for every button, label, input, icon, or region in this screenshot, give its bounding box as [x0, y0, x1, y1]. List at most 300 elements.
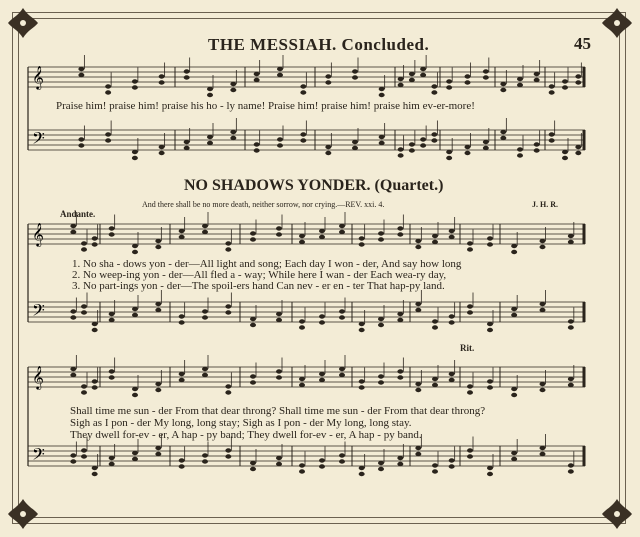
note-head: [105, 132, 111, 136]
note-head: [254, 148, 260, 152]
note-head: [378, 231, 384, 235]
lyric-line: Sigh as I pon - der My long, long stay; Sigh as I pon - der My long, long stay.: [70, 417, 412, 429]
note-head: [415, 308, 421, 312]
note-head: [534, 78, 540, 82]
note-head: [159, 151, 165, 155]
note-head: [179, 458, 185, 462]
note-head: [299, 325, 305, 329]
note-head: [300, 90, 306, 94]
note-head: [449, 464, 455, 468]
note-head: [250, 323, 256, 327]
note-head: [575, 151, 581, 155]
note-head: [352, 75, 358, 79]
note-head: [70, 309, 76, 313]
note-head: [109, 462, 115, 466]
note-head: [250, 380, 256, 384]
note-head: [517, 77, 523, 81]
note-head: [397, 318, 403, 322]
note-head: [339, 309, 345, 313]
note-head: [487, 466, 493, 470]
note-head: [446, 85, 452, 89]
note-head: [230, 130, 236, 134]
note-head: [398, 77, 404, 81]
note-head: [540, 452, 546, 456]
note-head: [379, 87, 385, 91]
note-head: [467, 247, 473, 251]
note-head: [352, 69, 358, 73]
note-head: [78, 143, 84, 147]
note-head: [109, 375, 115, 379]
lyric-line: Praise him! praise him! praise his ho - ly name! Praise him! praise him! praise him ev-er-more!: [56, 100, 475, 112]
note-head: [339, 315, 345, 319]
composer-initials: J. H. R.: [532, 200, 558, 209]
note-head: [155, 308, 161, 312]
note-head: [379, 141, 385, 145]
note-head: [359, 379, 365, 383]
note-head: [184, 69, 190, 73]
note-head: [132, 244, 138, 248]
note-head: [207, 135, 213, 139]
note-head: [81, 384, 87, 388]
note-head: [378, 380, 384, 384]
note-head: [449, 372, 455, 376]
note-head: [179, 378, 185, 382]
note-head: [540, 382, 546, 386]
note-head: [92, 466, 98, 470]
note-head: [70, 459, 76, 463]
note-head: [487, 322, 493, 326]
note-head: [467, 241, 473, 245]
note-head: [225, 454, 231, 458]
note-head: [299, 383, 305, 387]
note-head: [92, 322, 98, 326]
note-head: [105, 90, 111, 94]
note-head: [277, 137, 283, 141]
note-head: [299, 377, 305, 381]
note-head: [379, 135, 385, 139]
note-head: [299, 240, 305, 244]
note-head: [534, 148, 540, 152]
note-head: [431, 90, 437, 94]
note-head: [500, 88, 506, 92]
note-head: [540, 446, 546, 450]
note-head: [207, 87, 213, 91]
note-head: [325, 80, 331, 84]
note-head: [276, 318, 282, 322]
note-head: [511, 457, 517, 461]
note-head: [179, 464, 185, 468]
note-head: [540, 308, 546, 312]
note-head: [397, 312, 403, 316]
note-head: [568, 463, 574, 467]
note-head: [300, 132, 306, 136]
note-head: [549, 84, 555, 88]
note-head: [225, 247, 231, 251]
note-head: [225, 310, 231, 314]
note-head: [562, 85, 568, 89]
note-head: [415, 239, 421, 243]
note-head: [230, 136, 236, 140]
note-head: [132, 85, 138, 89]
note-head: [534, 72, 540, 76]
lyric-line: 1. No sha - dows yon - der—All light and song; Each day I won - der, And say how long: [72, 258, 462, 270]
note-head: [250, 374, 256, 378]
note-head: [549, 132, 555, 136]
note-head: [179, 372, 185, 376]
note-head: [184, 146, 190, 150]
note-head: [562, 156, 568, 160]
note-head: [184, 75, 190, 79]
note-head: [132, 457, 138, 461]
note-head: [254, 72, 260, 76]
note-head: [207, 93, 213, 97]
lyric-line: 3. No part-ings yon - der—The spoil-ers hand Can nev - er en - ter That hap-py land.: [72, 280, 445, 292]
note-head: [415, 446, 421, 450]
note-head: [132, 79, 138, 83]
note-head: [540, 245, 546, 249]
note-head: [540, 239, 546, 243]
note-head: [109, 226, 115, 230]
note-head: [378, 237, 384, 241]
note-head: [500, 136, 506, 140]
note-head: [132, 307, 138, 311]
note-head: [517, 153, 523, 157]
note-head: [276, 232, 282, 236]
note-head: [225, 384, 231, 388]
note-head: [467, 384, 473, 388]
note-head: [467, 448, 473, 452]
note-head: [250, 237, 256, 241]
note-head: [517, 147, 523, 151]
note-head: [397, 456, 403, 460]
note-head: [70, 315, 76, 319]
note-head: [378, 467, 384, 471]
note-head: [568, 325, 574, 329]
note-head: [92, 472, 98, 476]
note-head: [299, 469, 305, 473]
note-head: [409, 148, 415, 152]
note-head: [78, 73, 84, 77]
note-head: [202, 224, 208, 228]
note-head: [415, 302, 421, 306]
note-head: [132, 451, 138, 455]
note-head: [299, 234, 305, 238]
note-head: [81, 241, 87, 245]
note-head: [325, 145, 331, 149]
note-head: [225, 304, 231, 308]
note-head: [184, 140, 190, 144]
note-head: [449, 235, 455, 239]
note-head: [398, 147, 404, 151]
note-head: [319, 314, 325, 318]
note-head: [449, 458, 455, 462]
note-head: [70, 373, 76, 377]
note-head: [511, 451, 517, 455]
note-head: [431, 132, 437, 136]
note-head: [276, 369, 282, 373]
piece-title-messiah: THE MESSIAH. Concluded.: [208, 35, 430, 54]
note-head: [132, 393, 138, 397]
note-head: [78, 67, 84, 71]
note-head: [432, 469, 438, 473]
note-head: [568, 383, 574, 387]
note-head: [225, 448, 231, 452]
note-head: [81, 310, 87, 314]
treble-clef: 𝄞: [32, 222, 44, 246]
note-head: [276, 375, 282, 379]
note-head: [277, 143, 283, 147]
note-head: [132, 156, 138, 160]
note-head: [179, 235, 185, 239]
note-head: [277, 67, 283, 71]
note-head: [81, 454, 87, 458]
note-head: [319, 320, 325, 324]
note-head: [225, 390, 231, 394]
note-head: [420, 143, 426, 147]
note-head: [449, 229, 455, 233]
note-head: [483, 140, 489, 144]
lyric-line: 2. No weep-ing yon - der—All fled a - way; While here I wan - der Each wea-ry day,: [72, 269, 447, 281]
note-head: [483, 75, 489, 79]
note-head: [465, 74, 471, 78]
note-head: [359, 236, 365, 240]
note-head: [132, 250, 138, 254]
note-head: [276, 226, 282, 230]
note-head: [397, 369, 403, 373]
note-head: [319, 464, 325, 468]
note-head: [415, 382, 421, 386]
note-head: [81, 304, 87, 308]
note-head: [467, 454, 473, 458]
note-head: [254, 78, 260, 82]
note-head: [540, 388, 546, 392]
note-head: [487, 328, 493, 332]
note-head: [568, 469, 574, 473]
note-head: [397, 232, 403, 236]
note-head: [575, 74, 581, 78]
note-head: [465, 151, 471, 155]
note-head: [409, 78, 415, 82]
note-head: [449, 314, 455, 318]
note-head: [159, 145, 165, 149]
note-head: [487, 236, 493, 240]
note-head: [446, 150, 452, 154]
note-head: [511, 244, 517, 248]
note-head: [432, 383, 438, 387]
note-head: [250, 317, 256, 321]
note-head: [446, 79, 452, 83]
note-head: [432, 240, 438, 244]
note-head: [549, 138, 555, 142]
note-head: [487, 242, 493, 246]
note-head: [325, 151, 331, 155]
bass-clef: 𝄢: [32, 300, 45, 324]
note-head: [159, 74, 165, 78]
note-head: [562, 150, 568, 154]
note-head: [409, 72, 415, 76]
note-head: [378, 323, 384, 327]
note-head: [359, 242, 365, 246]
lyric-line: They dwell for-ev - er, A hap - py band; They dwell for-ev - er, A hap - py band.: [70, 429, 422, 441]
note-head: [487, 379, 493, 383]
note-head: [339, 230, 345, 234]
note-head: [540, 302, 546, 306]
note-head: [277, 73, 283, 77]
note-head: [109, 232, 115, 236]
note-head: [81, 448, 87, 452]
note-head: [276, 312, 282, 316]
note-head: [432, 234, 438, 238]
note-head: [511, 393, 517, 397]
note-head: [254, 142, 260, 146]
note-head: [398, 153, 404, 157]
note-head: [446, 156, 452, 160]
note-head: [70, 230, 76, 234]
note-head: [511, 313, 517, 317]
note-head: [465, 80, 471, 84]
note-head: [415, 245, 421, 249]
note-head: [81, 390, 87, 394]
note-head: [155, 388, 161, 392]
note-head: [250, 231, 256, 235]
note-head: [319, 372, 325, 376]
note-head: [465, 145, 471, 149]
note-head: [487, 385, 493, 389]
note-head: [202, 230, 208, 234]
note-head: [339, 224, 345, 228]
note-head: [250, 467, 256, 471]
note-head: [230, 88, 236, 92]
note-head: [575, 145, 581, 149]
note-head: [325, 74, 331, 78]
note-head: [449, 378, 455, 382]
note-head: [415, 388, 421, 392]
note-head: [397, 226, 403, 230]
note-head: [549, 90, 555, 94]
note-head: [432, 377, 438, 381]
note-head: [155, 382, 161, 386]
note-head: [420, 137, 426, 141]
note-head: [202, 459, 208, 463]
note-head: [511, 250, 517, 254]
note-head: [202, 373, 208, 377]
note-head: [483, 146, 489, 150]
note-head: [431, 84, 437, 88]
note-head: [179, 314, 185, 318]
note-head: [420, 67, 426, 71]
note-head: [276, 456, 282, 460]
note-head: [319, 235, 325, 239]
note-head: [179, 320, 185, 324]
note-head: [339, 459, 345, 463]
note-head: [230, 82, 236, 86]
note-head: [534, 142, 540, 146]
note-head: [398, 83, 404, 87]
note-head: [300, 84, 306, 88]
note-head: [81, 247, 87, 251]
treble-clef: 𝄞: [32, 65, 44, 89]
note-head: [155, 239, 161, 243]
note-head: [202, 453, 208, 457]
note-head: [467, 390, 473, 394]
note-head: [300, 138, 306, 142]
note-head: [109, 456, 115, 460]
note-head: [432, 319, 438, 323]
note-head: [92, 379, 98, 383]
note-head: [109, 369, 115, 373]
note-head: [467, 310, 473, 314]
note-head: [467, 304, 473, 308]
note-head: [517, 83, 523, 87]
note-head: [92, 242, 98, 246]
note-head: [378, 461, 384, 465]
note-head: [487, 472, 493, 476]
note-head: [568, 240, 574, 244]
lyric-line: Shall time me sun - der From that dear throng? Shall time me sun - der From that dear throng?: [70, 405, 486, 417]
ritardando-marking: Rit.: [460, 343, 475, 353]
note-head: [397, 375, 403, 379]
note-head: [562, 79, 568, 83]
note-head: [483, 69, 489, 73]
note-head: [155, 452, 161, 456]
note-head: [359, 385, 365, 389]
note-head: [78, 137, 84, 141]
note-head: [299, 463, 305, 467]
note-head: [319, 458, 325, 462]
note-head: [352, 146, 358, 150]
note-head: [575, 80, 581, 84]
note-head: [132, 313, 138, 317]
note-head: [92, 236, 98, 240]
tempo-marking: Andante.: [60, 209, 96, 219]
note-head: [568, 319, 574, 323]
note-head: [431, 138, 437, 142]
note-head: [299, 319, 305, 323]
note-head: [420, 73, 426, 77]
note-head: [202, 309, 208, 313]
note-head: [352, 140, 358, 144]
note-head: [511, 387, 517, 391]
note-head: [339, 373, 345, 377]
note-head: [500, 130, 506, 134]
note-head: [155, 302, 161, 306]
note-head: [155, 245, 161, 249]
note-head: [250, 461, 256, 465]
note-head: [568, 234, 574, 238]
note-head: [92, 385, 98, 389]
note-head: [92, 328, 98, 332]
note-head: [109, 318, 115, 322]
note-head: [319, 378, 325, 382]
note-head: [159, 80, 165, 84]
note-head: [359, 466, 365, 470]
note-head: [155, 446, 161, 450]
note-head: [378, 317, 384, 321]
note-head: [339, 453, 345, 457]
note-head: [397, 462, 403, 466]
note-head: [207, 141, 213, 145]
note-head: [109, 312, 115, 316]
note-head: [132, 387, 138, 391]
note-head: [432, 325, 438, 329]
note-head: [132, 150, 138, 154]
note-head: [105, 84, 111, 88]
note-head: [339, 367, 345, 371]
note-head: [415, 452, 421, 456]
note-head: [432, 463, 438, 467]
note-head: [70, 453, 76, 457]
note-head: [105, 138, 111, 142]
